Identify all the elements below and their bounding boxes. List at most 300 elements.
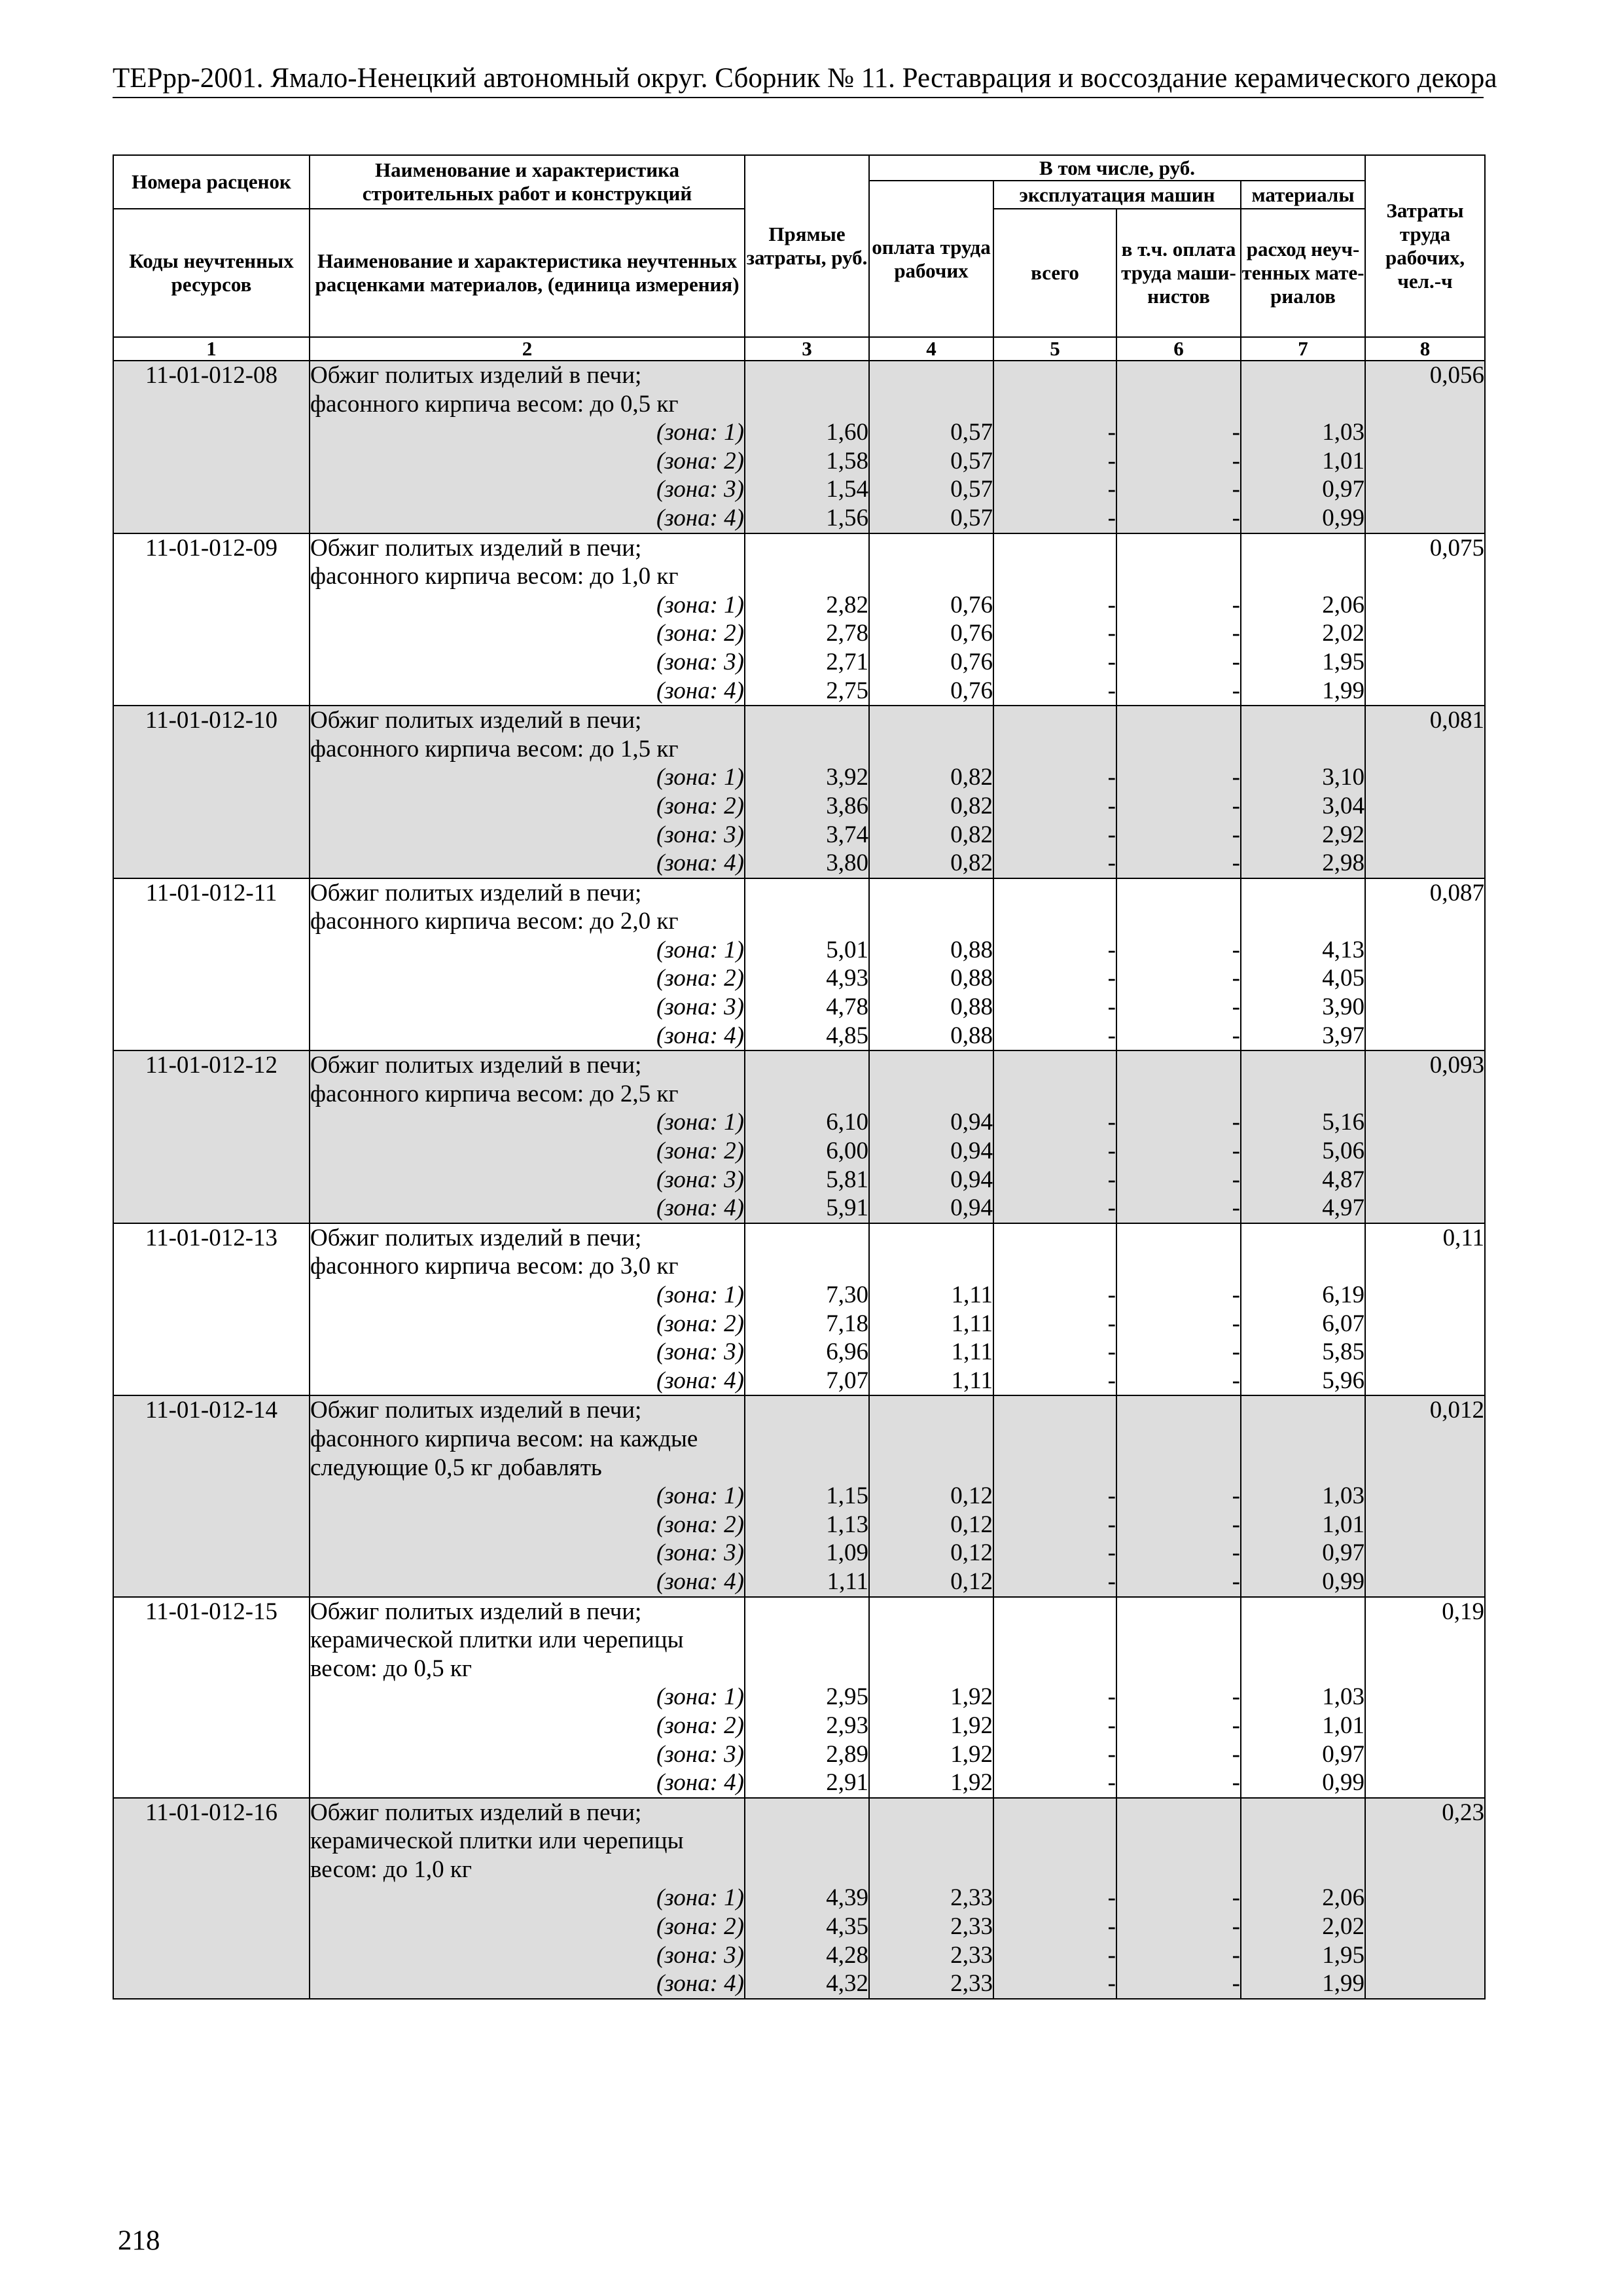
machines-total-value: - bbox=[1107, 1282, 1116, 1308]
table-row bbox=[113, 533, 1485, 706]
machines-wages-value: - bbox=[1232, 1511, 1240, 1538]
machines-wages-value: - bbox=[1232, 965, 1240, 992]
rates-table bbox=[113, 154, 1486, 2000]
work-name-line: Обжиг политых изделий в печи; bbox=[310, 1598, 642, 1625]
machines-wages-value: - bbox=[1232, 648, 1240, 675]
work-name-line: фасонного кирпича весом: до 2,5 кг bbox=[310, 1080, 679, 1107]
materials-value: 1,03 bbox=[1322, 419, 1365, 446]
materials-value: 3,10 bbox=[1322, 764, 1365, 791]
materials-value: 1,03 bbox=[1322, 1482, 1365, 1510]
direct-cost-value: 1,09 bbox=[826, 1539, 868, 1567]
spacer bbox=[745, 1799, 868, 1827]
zone-label: (зона: 3) bbox=[656, 994, 744, 1021]
direct-cost-value: 5,01 bbox=[826, 936, 868, 963]
work-name-line: Обжиг политых изделий в печи; bbox=[310, 362, 642, 389]
materials-use-header: расход неуч-тенных мате-риалов bbox=[1241, 209, 1365, 337]
machines-total-value: - bbox=[1107, 419, 1116, 446]
spacer bbox=[1241, 1856, 1364, 1884]
direct-cost-value: 4,78 bbox=[826, 994, 868, 1021]
spacer bbox=[1117, 562, 1240, 591]
including-header: В том числе, руб. bbox=[869, 155, 1365, 181]
wages-value: 0,94 bbox=[950, 1166, 993, 1193]
direct-cost-value: 1,15 bbox=[826, 1482, 868, 1510]
spacer bbox=[994, 390, 1116, 419]
zone-label: (зона: 2) bbox=[656, 620, 744, 647]
direct-cost-value: 2,91 bbox=[826, 1769, 868, 1797]
labor-value: 0,11 bbox=[1442, 1224, 1485, 1251]
spacer bbox=[994, 907, 1116, 936]
machines-wages-value: - bbox=[1232, 504, 1240, 531]
spacer bbox=[870, 562, 993, 591]
zone-label: (зона: 1) bbox=[656, 936, 744, 963]
direct-cost-value: 5,81 bbox=[826, 1166, 868, 1193]
machines-wages-value: - bbox=[1232, 1769, 1240, 1797]
spacer bbox=[1117, 1252, 1240, 1281]
work-name-line: фасонного кирпича весом: до 1,0 кг bbox=[310, 563, 679, 590]
spacer bbox=[1241, 1799, 1364, 1827]
wages-value: 0,12 bbox=[950, 1568, 993, 1595]
direct-cost-value: 2,89 bbox=[826, 1740, 868, 1768]
spacer bbox=[1241, 1051, 1364, 1080]
work-name-line: фасонного кирпича весом: на каждые bbox=[310, 1425, 698, 1452]
wages-value: 1,92 bbox=[950, 1769, 993, 1797]
machines-total-value: - bbox=[1107, 965, 1116, 992]
materials-value: 5,06 bbox=[1322, 1138, 1365, 1165]
direct-cost-value: 1,58 bbox=[826, 447, 868, 475]
machines-total-value: - bbox=[1107, 1109, 1116, 1136]
spacer bbox=[870, 1224, 993, 1253]
spacer bbox=[994, 1856, 1116, 1884]
spacer bbox=[1241, 1396, 1364, 1425]
spacer bbox=[1117, 1827, 1240, 1856]
materials-value: 1,99 bbox=[1322, 1970, 1365, 1998]
material-name-header: Наименование и характеристика неучтенных расценками материалов, (единица измерения) bbox=[310, 209, 745, 337]
wages-value: 2,33 bbox=[950, 1970, 993, 1998]
direct-cost-value: 2,75 bbox=[826, 677, 868, 704]
wages-value: 0,82 bbox=[950, 821, 993, 848]
work-name-line: керамической плитки или черепицы bbox=[310, 1827, 684, 1855]
wages-header: оплата труда рабочих bbox=[869, 181, 993, 337]
zone-label: (зона: 4) bbox=[656, 1194, 744, 1222]
machines-wages-header: в т.ч. оплата труда маши-нистов bbox=[1116, 209, 1241, 337]
wages-value: 2,33 bbox=[950, 1913, 993, 1941]
direct-cost-value: 3,80 bbox=[826, 850, 868, 877]
spacer bbox=[745, 907, 868, 936]
zone-label: (зона: 2) bbox=[656, 1511, 744, 1538]
machines-wages-value: - bbox=[1232, 1913, 1240, 1941]
materials-value: 3,04 bbox=[1322, 792, 1365, 819]
labor-value: 0,075 bbox=[1429, 534, 1485, 562]
machines-total-value: - bbox=[1107, 1138, 1116, 1165]
wages-value: 1,92 bbox=[950, 1740, 993, 1768]
direct-cost-value: 2,78 bbox=[826, 620, 868, 647]
machines-total-value: - bbox=[1107, 1970, 1116, 1998]
zone-label: (зона: 2) bbox=[656, 1712, 744, 1739]
machines-total-value: - bbox=[1107, 1482, 1116, 1510]
table-row bbox=[113, 1597, 1485, 1798]
spacer bbox=[1117, 879, 1240, 908]
direct-cost-value: 6,00 bbox=[826, 1138, 868, 1165]
resource-codes-header: Коды неучтенных ресурсов bbox=[113, 209, 310, 337]
materials-value: 2,02 bbox=[1322, 620, 1365, 647]
spacer bbox=[1241, 735, 1364, 764]
spacer bbox=[870, 390, 993, 419]
materials-value: 3,90 bbox=[1322, 994, 1365, 1021]
zone-label: (зона: 4) bbox=[656, 1970, 744, 1998]
machines-total-value: - bbox=[1107, 1568, 1116, 1595]
machines-wages-value: - bbox=[1232, 1941, 1240, 1969]
work-name-line: керамической плитки или черепицы bbox=[310, 1626, 684, 1654]
work-name-line: весом: до 0,5 кг bbox=[310, 1655, 472, 1682]
spacer bbox=[870, 1626, 993, 1655]
machines-total-value: - bbox=[1107, 1913, 1116, 1941]
rate-code: 11-01-012-16 bbox=[145, 1799, 278, 1826]
zone-label: (зона: 2) bbox=[656, 965, 744, 992]
direct-cost-value: 5,91 bbox=[826, 1194, 868, 1222]
spacer bbox=[1117, 706, 1240, 735]
spacer bbox=[1117, 1425, 1240, 1454]
wages-value: 0,76 bbox=[950, 620, 993, 647]
materials-value: 2,06 bbox=[1322, 591, 1365, 619]
machines-total-header: всего bbox=[993, 209, 1116, 337]
work-name-line: фасонного кирпича весом: до 3,0 кг bbox=[310, 1253, 679, 1280]
rate-code: 11-01-012-12 bbox=[145, 1052, 278, 1079]
wages-value: 0,12 bbox=[950, 1539, 993, 1567]
materials-value: 5,85 bbox=[1322, 1338, 1365, 1366]
machines-total-value: - bbox=[1107, 1367, 1116, 1394]
spacer bbox=[1241, 1224, 1364, 1253]
table-body bbox=[113, 361, 1485, 1999]
column-number: 8 bbox=[1365, 337, 1485, 361]
materials-value: 2,98 bbox=[1322, 850, 1365, 877]
machines-wages-value: - bbox=[1232, 591, 1240, 619]
machines-wages-value: - bbox=[1232, 419, 1240, 446]
machines-wages-value: - bbox=[1232, 1683, 1240, 1711]
machines-wages-value: - bbox=[1232, 447, 1240, 475]
materials-value: 2,02 bbox=[1322, 1913, 1365, 1941]
zone-label: (зона: 1) bbox=[656, 1282, 744, 1308]
spacer bbox=[994, 1224, 1116, 1253]
machines-wages-value: - bbox=[1232, 1740, 1240, 1768]
direct-cost-value: 2,95 bbox=[826, 1683, 868, 1711]
zone-label: (зона: 3) bbox=[656, 476, 744, 503]
materials-value: 1,01 bbox=[1322, 1511, 1365, 1538]
spacer bbox=[745, 706, 868, 735]
machines-total-value: - bbox=[1107, 821, 1116, 848]
materials-value: 1,01 bbox=[1322, 1712, 1365, 1739]
spacer bbox=[1117, 1396, 1240, 1425]
wages-value: 0,82 bbox=[950, 850, 993, 877]
spacer bbox=[745, 1454, 868, 1482]
spacer bbox=[994, 1799, 1116, 1827]
spacer bbox=[870, 361, 993, 390]
direct-cost-value: 4,28 bbox=[826, 1941, 868, 1969]
spacer bbox=[870, 1856, 993, 1884]
spacer bbox=[745, 1252, 868, 1281]
materials-value: 0,99 bbox=[1322, 504, 1365, 531]
spacer bbox=[994, 1252, 1116, 1281]
spacer bbox=[870, 1051, 993, 1080]
materials-value: 5,16 bbox=[1322, 1109, 1365, 1136]
spacer bbox=[994, 1425, 1116, 1454]
direct-cost-value: 6,10 bbox=[826, 1109, 868, 1136]
machines-wages-value: - bbox=[1232, 1022, 1240, 1049]
wages-value: 0,94 bbox=[950, 1138, 993, 1165]
spacer bbox=[1241, 1827, 1364, 1856]
spacer bbox=[1241, 562, 1364, 591]
direct-cost-value: 3,74 bbox=[826, 821, 868, 848]
wages-value: 2,33 bbox=[950, 1941, 993, 1969]
machines-wages-value: - bbox=[1232, 792, 1240, 819]
materials-value: 1,99 bbox=[1322, 677, 1365, 704]
table-row bbox=[113, 1395, 1485, 1596]
spacer bbox=[870, 534, 993, 563]
wages-value: 0,94 bbox=[950, 1109, 993, 1136]
zone-label: (зона: 1) bbox=[656, 591, 744, 619]
spacer bbox=[870, 706, 993, 735]
machines-total-value: - bbox=[1107, 1769, 1116, 1797]
spacer bbox=[1117, 1080, 1240, 1109]
zone-label: (зона: 1) bbox=[656, 1482, 744, 1510]
spacer bbox=[1241, 706, 1364, 735]
machines-wages-value: - bbox=[1232, 1338, 1240, 1366]
machines-total-value: - bbox=[1107, 476, 1116, 503]
zone-label: (зона: 1) bbox=[656, 1884, 744, 1912]
materials-value: 6,07 bbox=[1322, 1310, 1365, 1337]
spacer bbox=[994, 1598, 1116, 1626]
machines-wages-value: - bbox=[1232, 1367, 1240, 1394]
spacer bbox=[745, 1827, 868, 1856]
wages-value: 1,92 bbox=[950, 1712, 993, 1739]
work-name-line: Обжиг политых изделий в печи; bbox=[310, 707, 642, 734]
work-name-line: Обжиг политых изделий в печи; bbox=[310, 1052, 642, 1079]
zone-label: (зона: 3) bbox=[656, 1941, 744, 1969]
wages-value: 0,12 bbox=[950, 1482, 993, 1510]
machines-wages-value: - bbox=[1232, 994, 1240, 1021]
machines-total-value: - bbox=[1107, 1740, 1116, 1768]
machines-wages-value: - bbox=[1232, 1568, 1240, 1595]
work-name-line: следующие 0,5 кг добавлять bbox=[310, 1454, 602, 1481]
wages-value: 0,57 bbox=[950, 419, 993, 446]
materials-value: 2,92 bbox=[1322, 821, 1365, 848]
spacer bbox=[994, 562, 1116, 591]
zone-label: (зона: 1) bbox=[656, 1683, 744, 1711]
machines-total-value: - bbox=[1107, 1941, 1116, 1969]
spacer bbox=[745, 1396, 868, 1425]
direct-cost-value: 7,18 bbox=[826, 1310, 868, 1337]
work-name-header: Наименование и характеристика строительных работ и конструкций bbox=[310, 155, 745, 209]
wages-value: 1,11 bbox=[951, 1282, 993, 1308]
spacer bbox=[745, 1080, 868, 1109]
zone-label: (зона: 4) bbox=[656, 1022, 744, 1049]
machines-wages-value: - bbox=[1232, 1482, 1240, 1510]
materials-value: 4,13 bbox=[1322, 936, 1365, 963]
direct-cost-value: 4,85 bbox=[826, 1022, 868, 1049]
spacer bbox=[1117, 361, 1240, 390]
materials-value: 1,01 bbox=[1322, 447, 1365, 475]
rate-code: 11-01-012-14 bbox=[145, 1397, 278, 1424]
machines-wages-value: - bbox=[1232, 821, 1240, 848]
spacer bbox=[994, 1655, 1116, 1683]
spacer bbox=[994, 534, 1116, 563]
spacer bbox=[1241, 534, 1364, 563]
column-number: 4 bbox=[869, 337, 993, 361]
spacer bbox=[994, 879, 1116, 908]
direct-costs-header: Прямые затраты, руб. bbox=[745, 155, 869, 337]
spacer bbox=[1241, 1454, 1364, 1482]
machines-wages-value: - bbox=[1232, 1138, 1240, 1165]
column-number: 6 bbox=[1116, 337, 1241, 361]
spacer bbox=[745, 562, 868, 591]
spacer bbox=[1117, 534, 1240, 563]
work-name-line: весом: до 1,0 кг bbox=[310, 1856, 472, 1883]
labor-value: 0,056 bbox=[1429, 362, 1485, 389]
spacer bbox=[1117, 1598, 1240, 1626]
wages-value: 1,11 bbox=[951, 1367, 993, 1394]
spacer bbox=[745, 390, 868, 419]
zone-label: (зона: 1) bbox=[656, 419, 744, 446]
running-header: ТЕРрр-2001. Ямало-Ненецкий автономный округ. Сборник № 11. Реставрация и воссоздание керамического декора bbox=[113, 63, 1497, 94]
materials-value: 0,97 bbox=[1322, 476, 1365, 503]
table-row bbox=[113, 1223, 1485, 1396]
wages-value: 0,76 bbox=[950, 677, 993, 704]
spacer bbox=[870, 1252, 993, 1281]
direct-cost-value: 1,11 bbox=[827, 1568, 868, 1595]
spacer bbox=[745, 879, 868, 908]
column-number: 1 bbox=[113, 337, 310, 361]
labor-value: 0,081 bbox=[1429, 707, 1485, 734]
spacer bbox=[994, 1454, 1116, 1482]
spacer bbox=[870, 1425, 993, 1454]
direct-cost-value: 7,07 bbox=[826, 1367, 868, 1394]
machines-total-value: - bbox=[1107, 792, 1116, 819]
machines-total-value: - bbox=[1107, 994, 1116, 1021]
machines-wages-value: - bbox=[1232, 620, 1240, 647]
machines-total-value: - bbox=[1107, 648, 1116, 675]
materials-value: 2,06 bbox=[1322, 1884, 1365, 1912]
wages-value: 0,88 bbox=[950, 1022, 993, 1049]
direct-cost-value: 2,93 bbox=[826, 1712, 868, 1739]
column-number: 2 bbox=[310, 337, 745, 361]
wages-value: 0,76 bbox=[950, 591, 993, 619]
spacer bbox=[1241, 879, 1364, 908]
spacer bbox=[1117, 735, 1240, 764]
zone-label: (зона: 3) bbox=[656, 648, 744, 675]
spacer bbox=[994, 735, 1116, 764]
spacer bbox=[1117, 1224, 1240, 1253]
rate-code: 11-01-012-09 bbox=[145, 534, 278, 562]
spacer bbox=[1117, 390, 1240, 419]
direct-cost-value: 3,86 bbox=[826, 792, 868, 819]
spacer bbox=[745, 1655, 868, 1683]
zone-label: (зона: 2) bbox=[656, 447, 744, 475]
zone-label: (зона: 4) bbox=[656, 1769, 744, 1797]
rate-numbers-header: Номера расценок bbox=[113, 155, 310, 209]
spacer bbox=[1117, 1626, 1240, 1655]
materials-value: 4,97 bbox=[1322, 1194, 1365, 1222]
wages-value: 0,88 bbox=[950, 936, 993, 963]
zone-label: (зона: 4) bbox=[656, 504, 744, 531]
machines-wages-value: - bbox=[1232, 850, 1240, 877]
machines-total-value: - bbox=[1107, 850, 1116, 877]
machines-wages-value: - bbox=[1232, 677, 1240, 704]
spacer bbox=[870, 735, 993, 764]
machines-header: эксплуатация машин bbox=[993, 181, 1241, 209]
spacer bbox=[745, 1856, 868, 1884]
work-name-line: Обжиг политых изделий в печи; bbox=[310, 1799, 642, 1826]
machines-total-value: - bbox=[1107, 764, 1116, 791]
spacer bbox=[994, 1827, 1116, 1856]
machines-total-value: - bbox=[1107, 1511, 1116, 1538]
machines-wages-value: - bbox=[1232, 1539, 1240, 1567]
wages-value: 1,92 bbox=[950, 1683, 993, 1711]
spacer bbox=[1117, 907, 1240, 936]
zone-label: (зона: 3) bbox=[656, 1338, 744, 1366]
zone-label: (зона: 2) bbox=[656, 1310, 744, 1337]
machines-wages-value: - bbox=[1232, 1712, 1240, 1739]
machines-wages-value: - bbox=[1232, 764, 1240, 791]
materials-value: 0,99 bbox=[1322, 1568, 1365, 1595]
wages-value: 0,76 bbox=[950, 648, 993, 675]
table-head bbox=[113, 155, 1485, 361]
machines-total-value: - bbox=[1107, 1194, 1116, 1222]
zone-label: (зона: 2) bbox=[656, 1138, 744, 1165]
spacer bbox=[1241, 1425, 1364, 1454]
machines-total-value: - bbox=[1107, 1884, 1116, 1912]
spacer bbox=[870, 1827, 993, 1856]
table-row bbox=[113, 706, 1485, 878]
column-number: 5 bbox=[993, 337, 1116, 361]
work-name-line: фасонного кирпича весом: до 1,5 кг bbox=[310, 735, 679, 762]
direct-cost-value: 2,71 bbox=[826, 648, 868, 675]
direct-cost-value: 4,93 bbox=[826, 965, 868, 992]
labor-value: 0,093 bbox=[1429, 1052, 1485, 1079]
wages-value: 0,57 bbox=[950, 504, 993, 531]
machines-total-value: - bbox=[1107, 1338, 1116, 1366]
spacer bbox=[745, 1598, 868, 1626]
materials-value: 0,97 bbox=[1322, 1740, 1365, 1768]
direct-cost-value: 4,32 bbox=[826, 1970, 868, 1998]
labor-value: 0,19 bbox=[1442, 1598, 1485, 1625]
spacer bbox=[745, 1425, 868, 1454]
work-name-line: фасонного кирпича весом: до 2,0 кг bbox=[310, 908, 679, 935]
materials-value: 1,03 bbox=[1322, 1683, 1365, 1711]
machines-total-value: - bbox=[1107, 1022, 1116, 1049]
materials-value: 1,95 bbox=[1322, 648, 1365, 675]
wages-value: 0,82 bbox=[950, 764, 993, 791]
machines-total-value: - bbox=[1107, 1310, 1116, 1337]
machines-wages-value: - bbox=[1232, 1970, 1240, 1998]
machines-total-value: - bbox=[1107, 1683, 1116, 1711]
machines-total-value: - bbox=[1107, 677, 1116, 704]
direct-cost-value: 1,56 bbox=[826, 504, 868, 531]
spacer bbox=[1241, 361, 1364, 390]
machines-wages-value: - bbox=[1232, 936, 1240, 963]
zone-label: (зона: 2) bbox=[656, 1913, 744, 1941]
spacer bbox=[870, 1396, 993, 1425]
work-name-line: фасонного кирпича весом: до 0,5 кг bbox=[310, 390, 679, 418]
materials-value: 5,96 bbox=[1322, 1367, 1365, 1394]
work-name-line: Обжиг политых изделий в печи; bbox=[310, 1397, 642, 1424]
zone-label: (зона: 1) bbox=[656, 764, 744, 791]
direct-cost-value: 3,92 bbox=[826, 764, 868, 791]
work-name-line: Обжиг политых изделий в печи; bbox=[310, 534, 642, 562]
spacer bbox=[1117, 1051, 1240, 1080]
machines-total-value: - bbox=[1107, 591, 1116, 619]
machines-wages-value: - bbox=[1232, 1310, 1240, 1337]
spacer bbox=[870, 1454, 993, 1482]
spacer bbox=[1117, 1799, 1240, 1827]
